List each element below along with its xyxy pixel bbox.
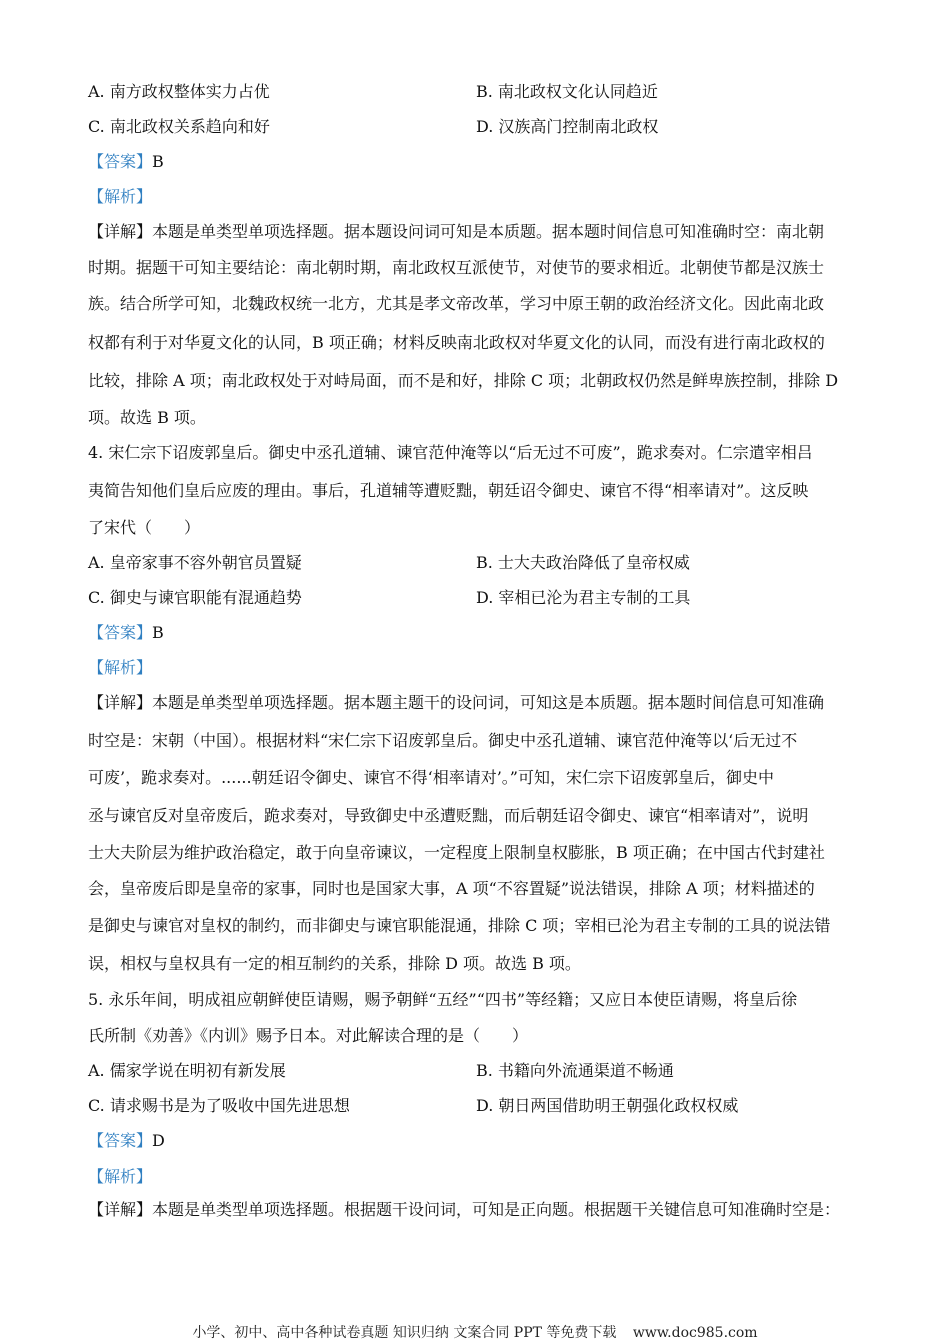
q5-stem-line: 5. 永乐年间，明成祖应朝鲜使臣请赐，赐予朝鲜“五经”“四书”等经籍；又应日本使臣请赐，将皇后徐	[88, 990, 798, 1009]
q4-option-b: B. 士大夫政治降低了皇帝权威	[476, 553, 690, 572]
q4-option-c: C. 御史与谏官职能有混通趋势	[88, 588, 302, 607]
detail-text: 本题是单类型单项选择题。据本题设问词可知是本质题。据本题时间信息可知准确时空：南北朝	[152, 222, 825, 241]
detail-text: 本题是单类型单项选择题。根据题干设问词，可知是正向题。根据题干关键信息可知准确时空是：	[152, 1200, 841, 1219]
q5-stem-line: 氏所制《劝善》《内训》赐予日本。对此解读合理的是（ ）	[88, 1026, 529, 1045]
q4-stem-line: 夷简告知他们皇后应废的理由。事后，孔道辅等遭贬黜，朝廷诏令御史、谏官不得“相率请对”。这反映	[88, 481, 809, 500]
footer-text: 小学、初中、高中各种试卷真题 知识归纳 文案合同 PPT 等免费下载	[192, 1325, 617, 1341]
q5-option-d: D. 朝日两国借助明王朝强化政权权威	[476, 1096, 739, 1115]
q4-option-d: D. 宰相已沦为君主专制的工具	[476, 588, 691, 607]
q3-detail-line: 项。故选 B 项。	[88, 408, 206, 427]
answer-label: 【答案】	[88, 1131, 153, 1150]
q3-detail-line	[88, 221, 863, 243]
q4-stem-line: 4. 宋仁宗下诏废郭皇后。御史中丞孔道辅、谏官范仲淹等以“后无过不可废”，跪求奏对。仁宗遣宰相吕	[88, 443, 813, 462]
detail-label: 【详解】	[88, 222, 153, 241]
answer-value: B	[152, 623, 164, 642]
answer-value: B	[152, 152, 164, 171]
q4-detail-line: 可废’，跪求奏对。......朝廷诏令御史、谏官不得‘相率请对’。”可知，宋仁宗下诏废郭皇后，御史中	[88, 768, 774, 787]
q4-stem-line: 了宋代（ ）	[88, 518, 201, 537]
q3-option-c: C. 南北政权关系趋向和好	[88, 117, 270, 136]
q3-option-d: D. 汉族高门控制南北政权	[476, 117, 659, 136]
q3-detail-line: 比较，排除 A 项；南北政权处于对峙局面，而不是和好，排除 C 项；北朝政权仍然是鲜卑族控制，排除 D	[88, 371, 839, 390]
detail-text: 本题是单类型单项选择题。据本题主题干的设问词，可知这是本质题。据本题时间信息可知准确	[152, 693, 825, 712]
q4-option-a: A. 皇帝家事不容外朝官员置疑	[88, 553, 302, 572]
answer-value: D	[152, 1131, 165, 1150]
q5-detail-line	[88, 1199, 863, 1221]
q3-analysis-label: 【解析】	[88, 187, 153, 206]
q4-detail-line: 时空是：宋朝（中国）。根据材料“宋仁宗下诏废郭皇后。御史中丞孔道辅、谏官范仲淹等以‘后无过不	[88, 731, 798, 750]
q5-answer	[88, 1130, 863, 1152]
q4-detail-line: 士大夫阶层为维护政治稳定，敢于向皇帝谏议，一定程度上限制皇权膨胀，B 项正确；在中国古代封建社	[88, 843, 825, 862]
q4-answer	[88, 622, 863, 644]
q5-option-a: A. 儒家学说在明初有新发展	[88, 1061, 286, 1080]
q4-detail-line: 会，皇帝废后即是皇帝的家事，同时也是国家大事，A 项“不容置疑”说法错误，排除 A 项；材料描述的	[88, 879, 815, 898]
answer-label: 【答案】	[88, 152, 153, 171]
detail-label: 【详解】	[88, 693, 153, 712]
q5-option-b: B. 书籍向外流通渠道不畅通	[476, 1061, 674, 1080]
q4-detail-line: 丞与谏官反对皇帝废后，跪求奏对，导致御史中丞遭贬黜，而后朝廷诏令御史、谏官“相率请对”，说明	[88, 806, 809, 825]
detail-label: 【详解】	[88, 1200, 153, 1219]
q5-analysis-label: 【解析】	[88, 1167, 153, 1186]
q3-detail-line: 族。结合所学可知，北魏政权统一北方，尤其是孝文帝改革，学习中原王朝的政治经济文化。因此南北政	[88, 294, 825, 313]
q3-option-b: B. 南北政权文化认同趋近	[476, 82, 658, 101]
answer-label: 【答案】	[88, 623, 153, 642]
q3-detail-line: 时期。据题干可知主要结论：南北朝时期，南北政权互派使节，对使节的要求相近。北朝使节都是汉族士	[88, 258, 825, 277]
q5-option-c: C. 请求赐书是为了吸收中国先进思想	[88, 1096, 350, 1115]
footer-link[interactable]: www.doc985.com	[632, 1325, 758, 1341]
q4-detail-line: 是御史与谏官对皇权的制约，而非御史与谏官职能混通，排除 C 项；宰相已沦为君主专制的工具的说法错	[88, 916, 831, 935]
q3-answer	[88, 151, 863, 173]
q4-detail-line: 误，相权与皇权具有一定的相互制约的关系，排除 D 项。故选 B 项。	[88, 954, 581, 973]
q3-detail-line: 权都有利于对华夏文化的认同，B 项正确；材料反映南北政权对华夏文化的认同，而没有进行南北政权的	[88, 333, 825, 352]
q3-option-a: A. 南方政权整体实力占优	[88, 82, 270, 101]
page-footer	[0, 1323, 950, 1343]
q4-detail-line	[88, 692, 863, 714]
q4-analysis-label: 【解析】	[88, 658, 153, 677]
